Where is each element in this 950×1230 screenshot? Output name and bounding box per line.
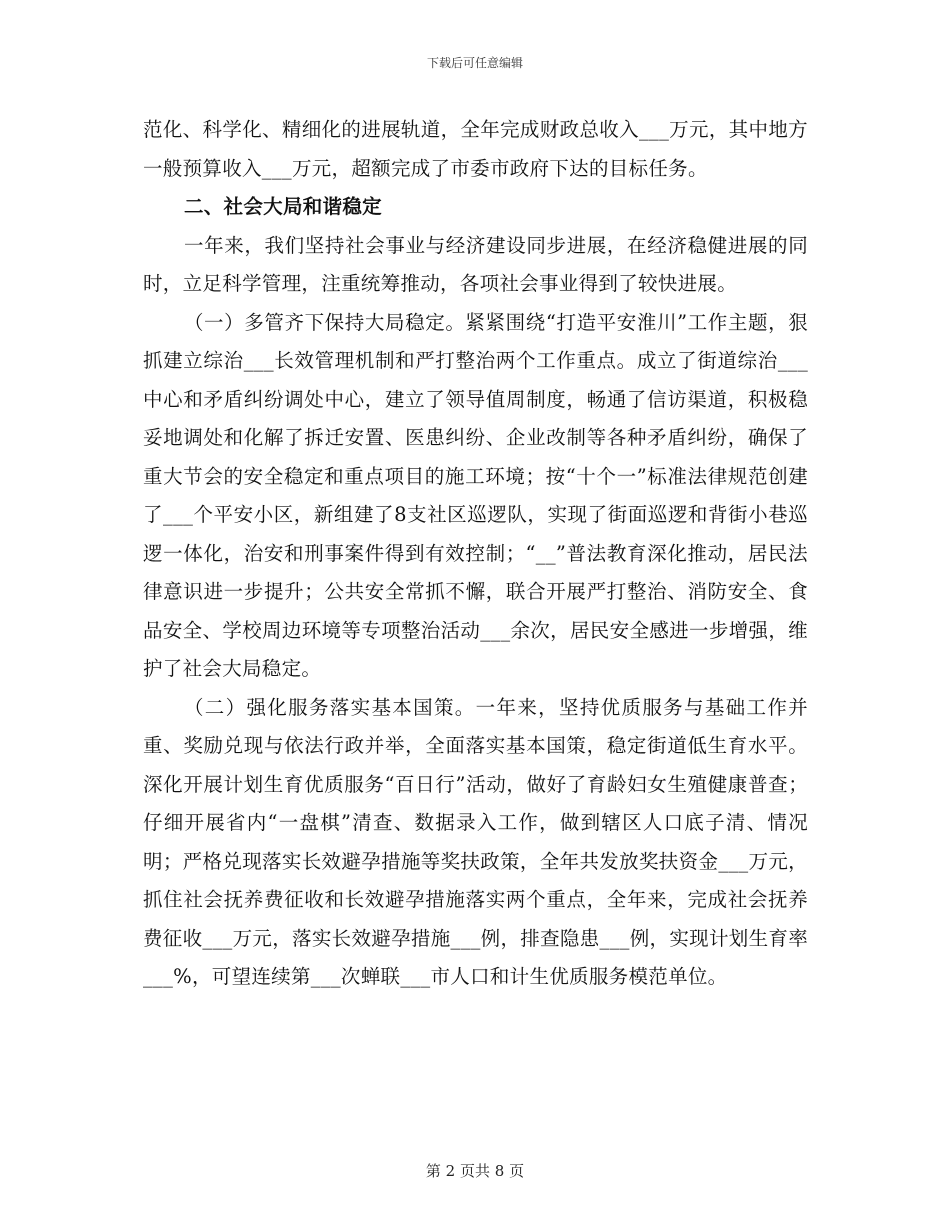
- body-paragraph: 一年来，我们坚持社会事业与经济建设同步进展，在经济稳健进展的同时，立足科学管理，注重统筹推动，各项社会事业得到了较快进展。: [143, 233, 808, 295]
- document-body: [143, 111, 808, 997]
- page-footer: 第 2 页共 8 页: [425, 1162, 525, 1180]
- page-header: 下载后可任意编辑: [426, 56, 523, 70]
- body-paragraph: （一）多管齐下保持大局稳定。紧紧围绕“打造平安淮川”工作主题，狠抓建立综治___长效管理机制和严打整治两个工作重点。成立了街道综治___中心和矛盾纠纷调处中心，建立了领导值周制度，畅通了信访渠道，积极稳妥地调处和化解了拆迁安置、医患纠纷、企业改制等各种矛盾纠纷，确保了重大节会的安全稳定和重点项目的施工环境；按“十个一”标准法律规范创建了___个平安小区，新组建了8支社区巡逻队，实现了街面巡逻和背街小巷巡逻一体化，治安和刑事案件得到有效控制；“__”普法教育深化推动，居民法律意识进一步提升；公共安全常抓不懈，联合开展严打整治、消防安全、食品安全、学校周边环境等专项整治活动___余次，居民安全感进一步增强，维护了社会大局稳定。: [143, 310, 808, 680]
- section-heading: 二、社会大局和谐稳定: [183, 195, 382, 218]
- body-paragraph: 范化、科学化、精细化的进展轨道，全年完成财政总收入___万元，其中地方一般预算收入___万元，超额完成了市委市政府下达的目标任务。: [143, 118, 808, 180]
- body-paragraph: （二）强化服务落实基本国策。一年来，坚持优质服务与基础工作并重、奖励兑现与依法行政并举，全面落实基本国策，稳定街道低生育水平。深化开展计划生育优质服务“百日行”活动，做好了育龄妇女生殖健康普查；仔细开展省内“一盘棋”清查、数据录入工作，做到辖区人口底子清、情况明；严格兑现落实长效避孕措施等奖扶政策，全年共发放奖扶资金___万元，抓住社会抚养费征收和长效避孕措施落实两个重点，全年来，完成社会抚养费征收___万元，落实长效避孕措施___例，排查隐患___例，实现计划生育率___%，可望连续第___次蝉联___市人口和计生优质服务模范单位。: [143, 695, 808, 988]
